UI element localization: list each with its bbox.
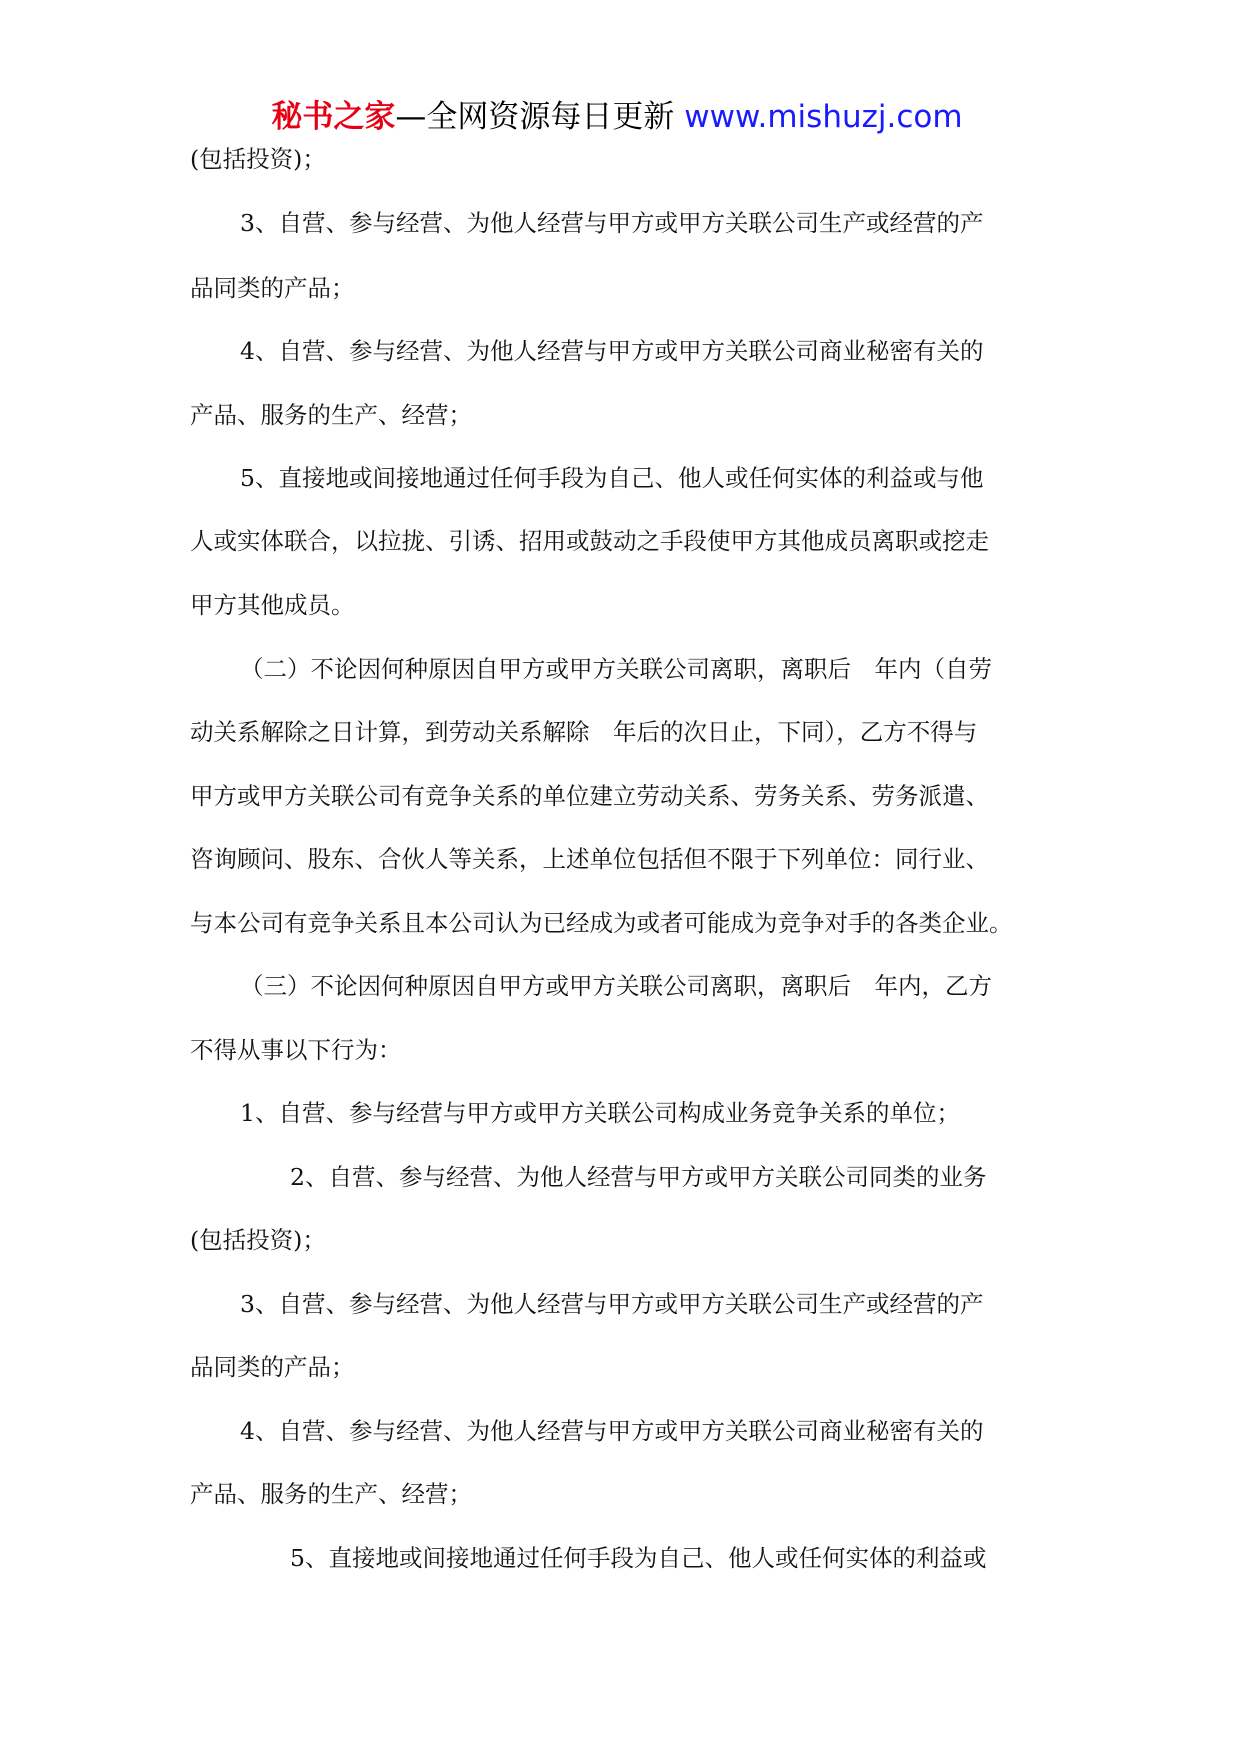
text-line: 1、自营、参与经营与甲方或甲方关联公司构成业务竞争关系的单位； [240, 1099, 960, 1127]
text-line: 产品、服务的生产、经营； [190, 401, 472, 429]
site-slogan: —全网资源每日更新 [395, 99, 675, 135]
text-line: 甲方其他成员。 [190, 591, 355, 619]
site-brand: 秘书之家 [271, 99, 396, 135]
text-line: 品同类的产品； [190, 1353, 355, 1381]
text-line: 动关系解除之日计算，到劳动关系解除 年后的次日止，下同），乙方不得与 [190, 718, 978, 746]
site-header [0, 95, 1234, 139]
text-line: （二）不论因何种原因自甲方或甲方关联公司离职，离职后 年内（自劳 [240, 655, 992, 683]
text-line: 4、自营、参与经营、为他人经营与甲方或甲方关联公司商业秘密有关的 [240, 337, 984, 365]
text-line: 甲方或甲方关联公司有竞争关系的单位建立劳动关系、劳务关系、劳务派遣、 [190, 782, 989, 810]
text-line: （三）不论因何种原因自甲方或甲方关联公司离职，离职后 年内，乙方 [240, 972, 992, 1000]
text-line: 2、自营、参与经营、为他人经营与甲方或甲方关联公司同类的业务 [290, 1163, 987, 1191]
text-line: 5、直接地或间接地通过任何手段为自己、他人或任何实体的利益或与他 [240, 464, 984, 492]
text-line: 5、直接地或间接地通过任何手段为自己、他人或任何实体的利益或 [290, 1544, 987, 1572]
text-line: 人或实体联合，以拉拢、引诱、招用或鼓动之手段使甲方其他成员离职或挖走 [190, 527, 989, 555]
text-line: 产品、服务的生产、经营； [190, 1480, 472, 1508]
text-line: 4、自营、参与经营、为他人经营与甲方或甲方关联公司商业秘密有关的 [240, 1417, 984, 1445]
text-line: 品同类的产品； [190, 274, 355, 302]
text-line: (包括投资)； [190, 145, 326, 173]
site-url-link[interactable]: www.mishuzj.com [684, 99, 963, 135]
text-line: 3、自营、参与经营、为他人经营与甲方或甲方关联公司生产或经营的产 [240, 209, 984, 237]
text-line: 3、自营、参与经营、为他人经营与甲方或甲方关联公司生产或经营的产 [240, 1290, 984, 1318]
text-line: 与本公司有竞争关系且本公司认为已经成为或者可能成为竞争对手的各类企业。 [190, 909, 1013, 937]
text-line: 咨询顾问、股东、合伙人等关系，上述单位包括但不限于下列单位：同行业、 [190, 845, 989, 873]
text-line: (包括投资)； [190, 1226, 326, 1254]
text-line: 不得从事以下行为： [190, 1036, 402, 1064]
